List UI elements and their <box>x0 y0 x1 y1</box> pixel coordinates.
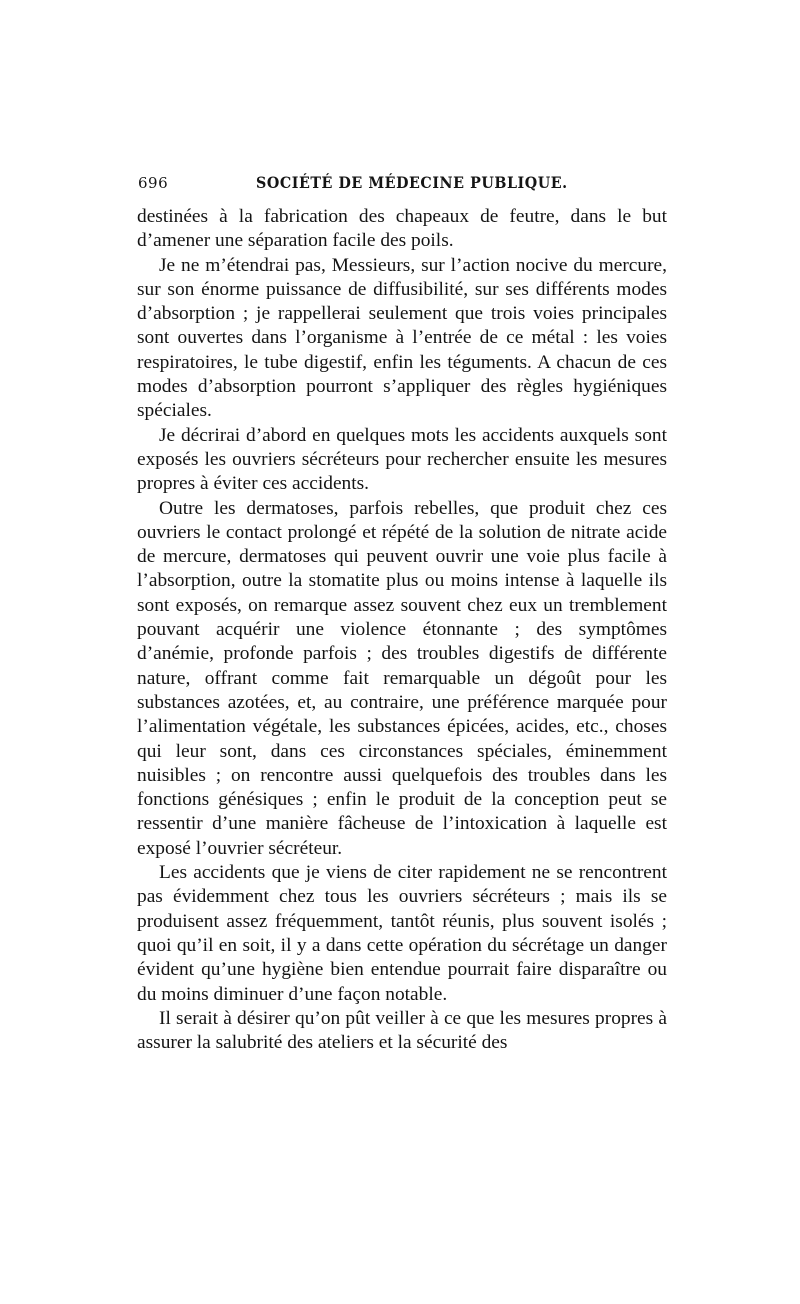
running-title: SOCIÉTÉ DE MÉDECINE PUBLIQUE. <box>256 173 568 192</box>
page-header <box>138 170 668 198</box>
paragraph: Il serait à désirer qu’on pût veiller à ce que les mesures propres à assurer la salubrité des ateliers et la sécurité des <box>137 1007 667 1054</box>
paragraph-continuation: destinées à la fabrication des chapeaux de feutre, dans le but d’amener une séparation facile des poils. <box>137 206 667 252</box>
body-text <box>137 205 667 1055</box>
paragraph: Je décrirai d’abord en quelques mots les accidents auxquels sont exposés les ouvriers sécréteurs pour rechercher ensuite les mesures propres à éviter ces accidents. <box>137 424 667 495</box>
paragraph: Je ne m’étendrai pas, Messieurs, sur l’action nocive du mercure, sur son énorme puissance de diffusibilité, sur ses différents modes d’absorption ; je rappellerai seulement que trois voies principales sont ouvertes dans l’organisme à l’entrée de ce métal : les voies respiratoires, le tube digestif, enfin les téguments. A chacun de ces modes d’absorption pourront s’appliquer des règles hygiéniques spéciales. <box>137 254 667 422</box>
paragraph: Les accidents que je viens de citer rapidement ne se rencontrent pas évidemment chez tous les ouvriers sécréteurs ; mais ils se produisent assez fréquemment, tantôt réunis, plus souvent isolés ; quoi qu’il en soit, il y a dans cette opération du sécrétage un danger évident qu’une hygiène bien entendue pourrait faire disparaître ou du moins diminuer d’une façon notable. <box>137 862 667 1005</box>
paragraph: Outre les dermatoses, parfois rebelles, que produit chez ces ouvriers le contact prolongé et répété de la solution de nitrate acide de mercure, dermatoses qui peuvent ouvrir une voie plus facile à l’absorption, outre la stomatite plus ou moins intense à laquelle ils sont exposés, on remarque assez souvent chez eux un tremblement pouvant acquérir une violence étonnante ; des symptômes d’anémie, profonde parfois ; des troubles digestifs de différente nature, offrant comme fait remarquable un dégoût pour les substances azotées, et, au contraire, une préférence marquée pour l’alimentation végétale, les substances épicées, acides, etc., choses qui leur sont, dans ces circonstances spéciales, éminemment nuisibles ; on rencontre aussi quelquefois des troubles dans les fonctions génésiques ; enfin le produit de la conception peut se ressentir d’une manière fâcheuse de l’intoxication à laquelle est exposé l’ouvrier sécréteur. <box>137 497 667 859</box>
page-number: 696 <box>138 174 169 192</box>
